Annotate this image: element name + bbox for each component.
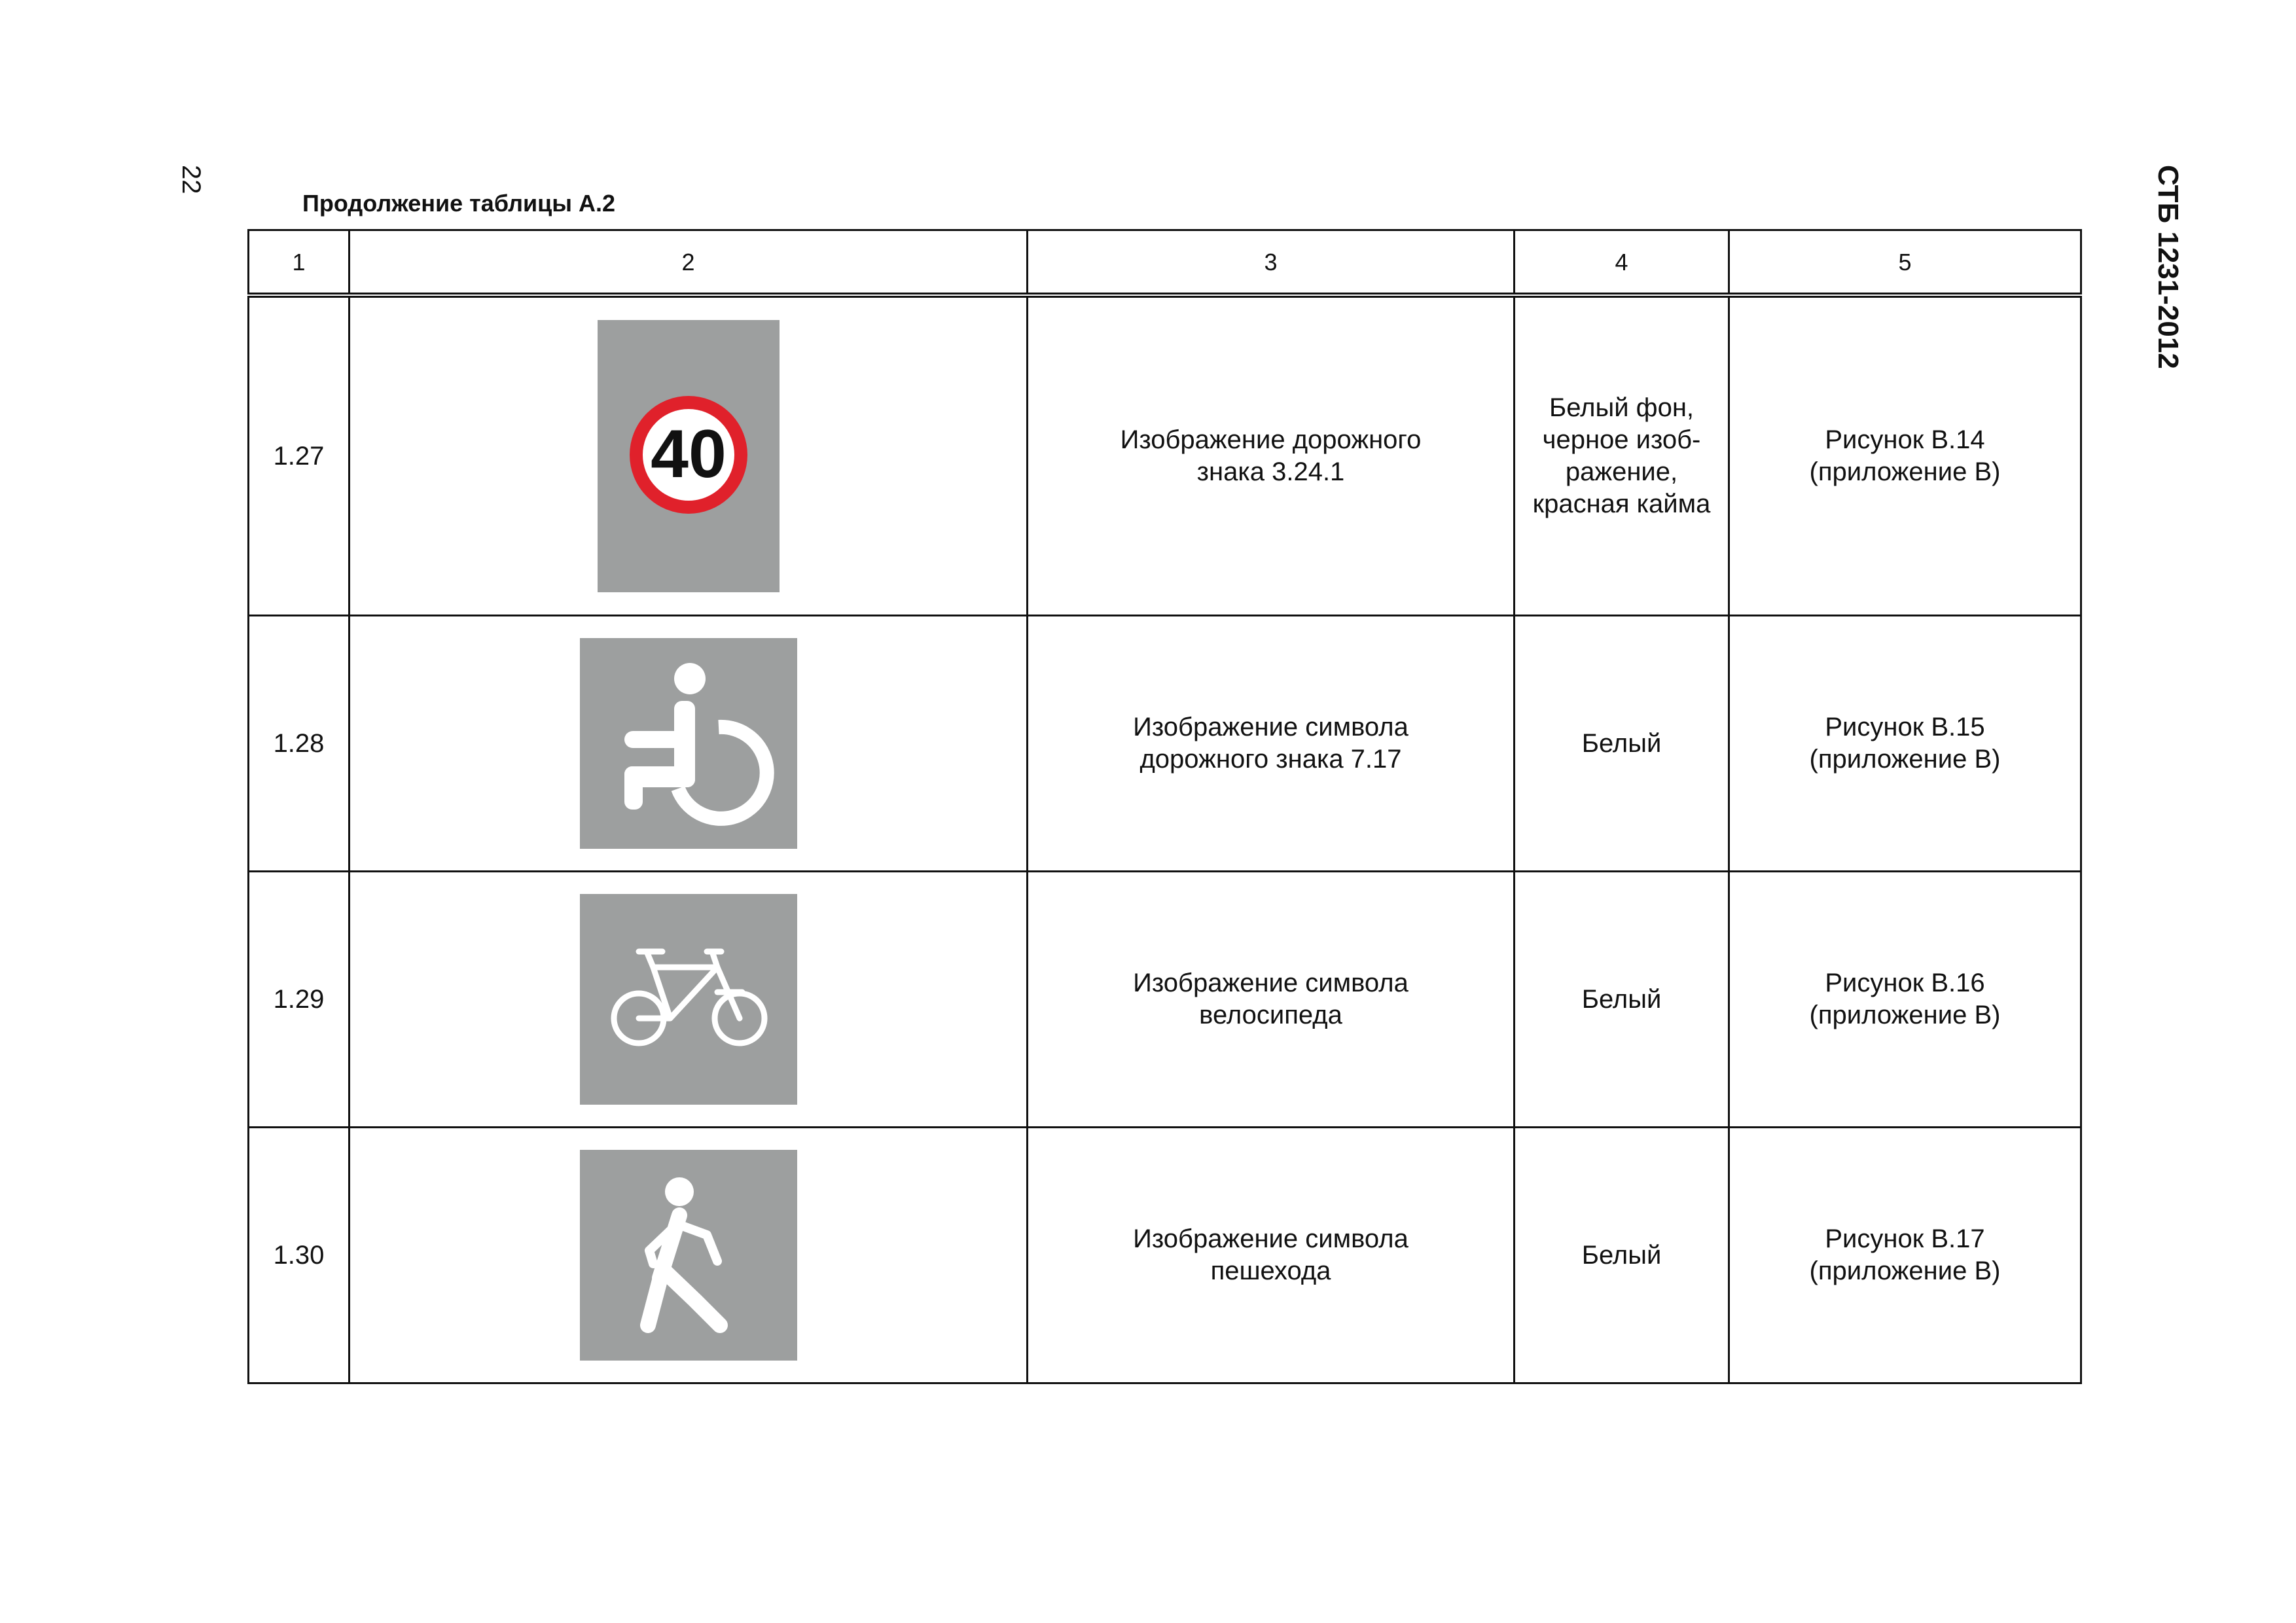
- row-color: Белый: [1515, 1128, 1729, 1383]
- speed-limit-sign-icon: [598, 320, 780, 592]
- table-header-row: [249, 230, 2081, 296]
- document-code: СТБ 1231-2012: [2152, 165, 2184, 369]
- row-reference: Рисунок В.17 (приложение В): [1729, 1128, 2081, 1383]
- table-caption: Продолжение таблицы А.2: [302, 190, 616, 217]
- speed-limit-value: 40: [650, 416, 726, 492]
- row-reference: Рисунок В.16 (приложение В): [1729, 872, 2081, 1128]
- row-number: 1.29: [249, 872, 350, 1128]
- header-col-4: 4: [1515, 230, 1729, 296]
- row-image-cell: [350, 872, 1028, 1128]
- row-color: Белый: [1515, 616, 1729, 872]
- header-col-1: 1: [249, 230, 350, 296]
- pedestrian-symbol-icon: [580, 1150, 797, 1361]
- row-description: Изображение символа велосипеда: [1028, 872, 1515, 1128]
- header-col-2: 2: [350, 230, 1028, 296]
- row-description: Изображение символа пешехода: [1028, 1128, 1515, 1383]
- table-row: [249, 1128, 2081, 1383]
- row-image-cell: [350, 295, 1028, 616]
- table-row: [249, 616, 2081, 872]
- table-row: [249, 295, 2081, 616]
- row-reference: Рисунок В.15 (приложение В): [1729, 616, 2081, 872]
- wheelchair-symbol-icon: [580, 638, 797, 849]
- row-number: 1.27: [249, 295, 350, 616]
- page-number: 22: [177, 165, 206, 194]
- bicycle-symbol-icon: [580, 894, 797, 1105]
- table-row: [249, 872, 2081, 1128]
- row-number: 1.28: [249, 616, 350, 872]
- row-reference: Рисунок В.14 (приложение В): [1729, 295, 2081, 616]
- row-image-cell: [350, 616, 1028, 872]
- header-col-3: 3: [1028, 230, 1515, 296]
- row-image-cell: [350, 1128, 1028, 1383]
- row-description: Изображение дорожного знака 3.24.1: [1028, 295, 1515, 616]
- header-col-5: 5: [1729, 230, 2081, 296]
- row-color: Белый: [1515, 872, 1729, 1128]
- signs-table: [247, 229, 2082, 1384]
- row-description: Изображение символа дорожного знака 7.17: [1028, 616, 1515, 872]
- row-color: Белый фон, черное изоб- ражение, красная кайма: [1515, 295, 1729, 616]
- row-number: 1.30: [249, 1128, 350, 1383]
